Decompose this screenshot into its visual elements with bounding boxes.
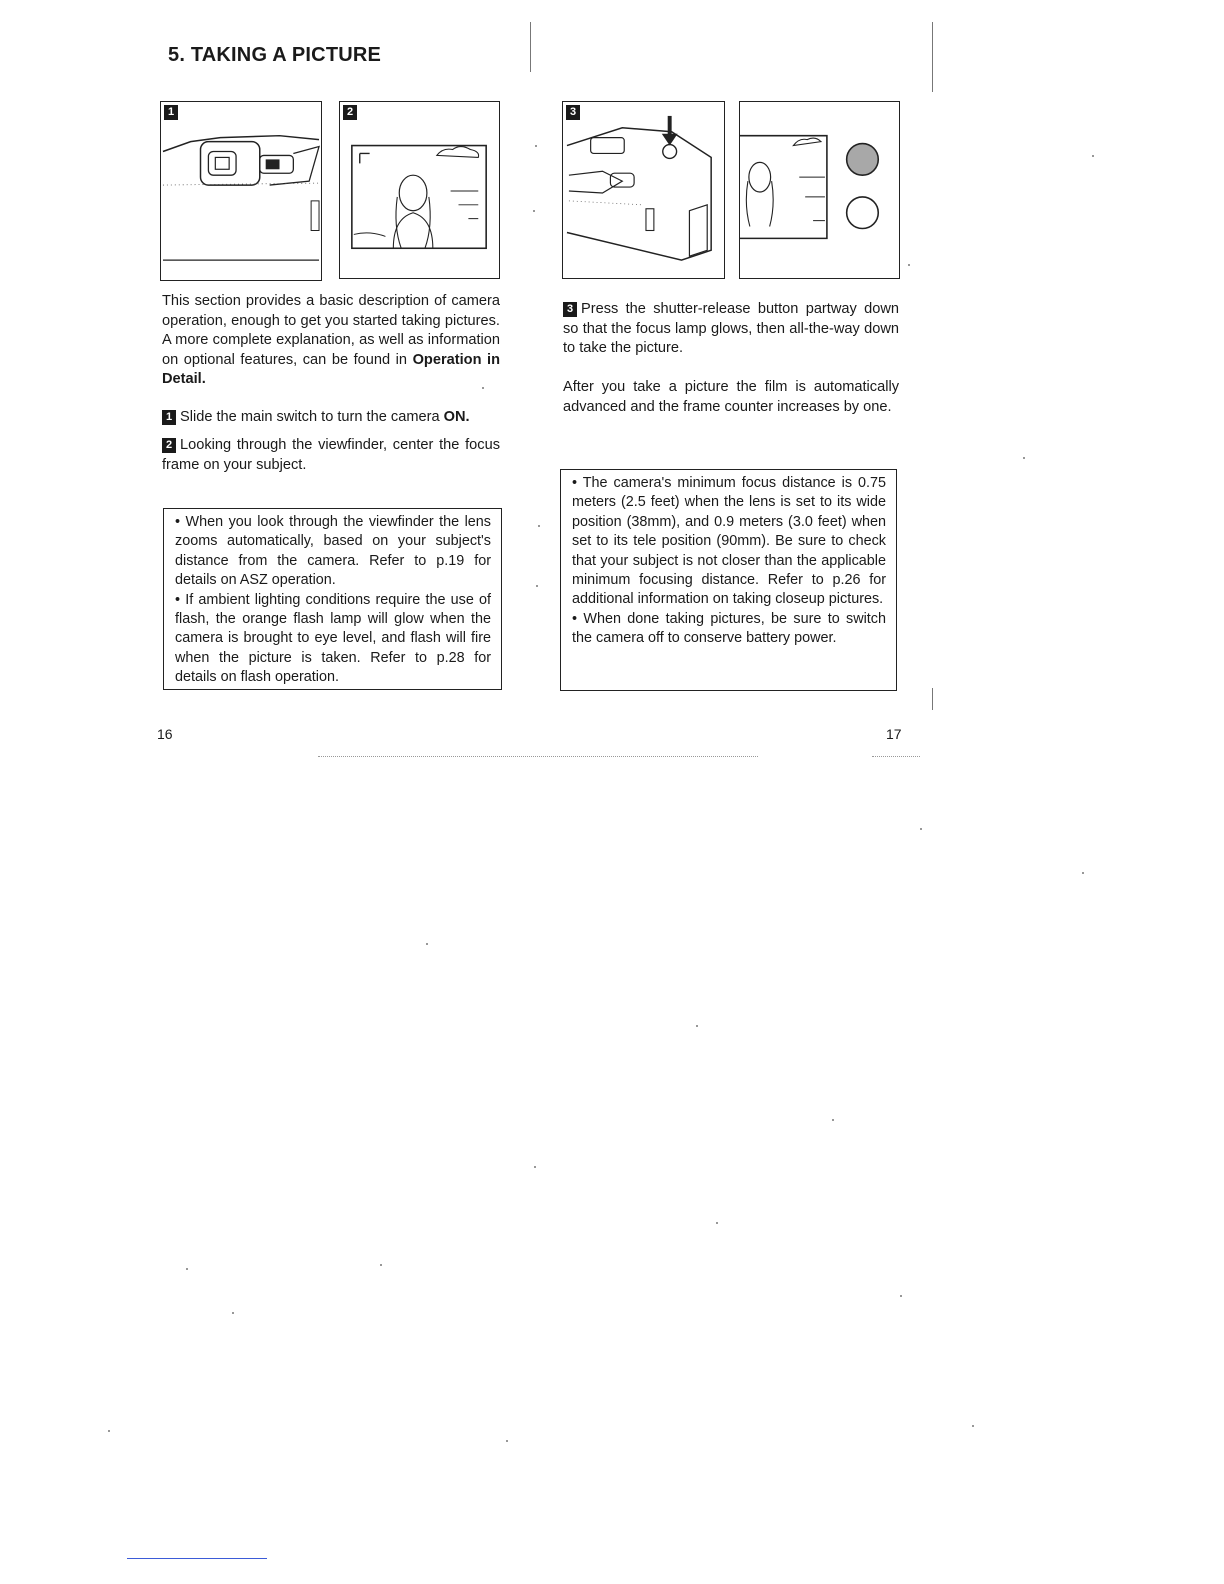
- scan-speck: [534, 1166, 536, 1168]
- camera-top-illustration: [161, 102, 321, 280]
- scan-speck: [1023, 457, 1025, 459]
- scan-speck: [535, 145, 537, 147]
- bottom-dotted-rule-right: [872, 756, 920, 757]
- page-title: 5. TAKING A PICTURE: [168, 44, 382, 66]
- page-number-left: 16: [157, 726, 173, 742]
- on-label: ON.: [443, 409, 470, 425]
- center-fold-line: [530, 22, 531, 72]
- figure-focus-lamp: [739, 101, 900, 279]
- right-edge-line-lower: [932, 688, 933, 710]
- scan-speck: [536, 585, 538, 587]
- focus-lamp-illustration: [740, 102, 899, 278]
- scan-speck: [533, 210, 535, 212]
- focus-lamp-on-icon: [847, 144, 879, 176]
- step-2-badge: 2: [162, 438, 176, 453]
- figure-camera-switch: [160, 101, 322, 281]
- scan-speck: [1082, 872, 1084, 874]
- scan-speck: [1092, 155, 1094, 157]
- step-1: 1 Slide the main switch to turn the camera ON.: [162, 408, 502, 428]
- step-2: 2 Looking through the viewfinder, center the focus frame on your subject.: [162, 437, 500, 473]
- scan-speck: [716, 1222, 718, 1224]
- scan-speck: [972, 1425, 974, 1427]
- note-asz: • When you look through the viewfinder the lens zooms automatically, based on your subject's distance from the camera. Refer to p.19 for details on ASZ operation.: [175, 514, 491, 589]
- scan-speck: [482, 387, 484, 389]
- step-1-badge: 1: [162, 410, 176, 425]
- viewfinder-illustration: [340, 102, 499, 278]
- scan-speck: [108, 1430, 110, 1432]
- intro-paragraph: This section provides a basic description of camera operation, enough to get you started taking pictures. A more complete explanation, as well as information on optional features, can be found in Operation in Detail.: [162, 293, 500, 387]
- scan-speck: [186, 1268, 188, 1270]
- figure-1-badge: 1: [164, 105, 178, 120]
- note-flash: • If ambient lighting conditions require the use of flash, the orange flash lamp will glow when the camera is brought to eye level, and flash will fire when the picture is taken. Refer to p.28 for details on flash operation.: [175, 591, 491, 686]
- scan-speck: [506, 1440, 508, 1442]
- figure-2-badge: 2: [343, 105, 357, 120]
- scan-speck: [696, 1025, 698, 1027]
- figure-viewfinder: [339, 101, 500, 279]
- right-edge-line: [932, 22, 933, 92]
- bottom-dotted-rule: [318, 756, 758, 757]
- note-min-focus: • The camera's minimum focus distance is 0.75 meters (2.5 feet) when the lens is set to its wide position (38mm), and 0.9 meters (3.0 feet) when set to its tele position (90mm). Be sure to check that your subject is not closer than the applicable minimum focusing distance. Refer to p.26 for additional information on taking closeup pictures.: [572, 475, 886, 608]
- step-3-badge: 3: [563, 302, 577, 317]
- left-note-box: [163, 508, 502, 690]
- focus-lamp-off-icon: [847, 197, 879, 229]
- scan-speck: [380, 1264, 382, 1266]
- bottom-blue-rule: [127, 1558, 267, 1559]
- scan-speck: [908, 264, 910, 266]
- shutter-illustration: [563, 102, 724, 278]
- scan-speck: [832, 1119, 834, 1121]
- figure-3-badge: 3: [566, 105, 580, 120]
- scan-speck: [538, 525, 540, 527]
- after-paragraph: After you take a picture the film is automatically advanced and the frame counter increases by one.: [563, 379, 899, 415]
- step-3: 3 Press the shutter-release button partway down so that the focus lamp glows, then all-the-way down to take the picture.: [563, 301, 899, 356]
- scan-speck: [920, 828, 922, 830]
- note-switch-off: • When done taking pictures, be sure to switch the camera off to conserve battery power.: [572, 610, 886, 647]
- right-note-box: [560, 469, 897, 691]
- figure-shutter-press: [562, 101, 725, 279]
- scan-speck: [426, 943, 428, 945]
- page-number-right: 17: [886, 726, 902, 742]
- scan-speck: [900, 1295, 902, 1297]
- scan-speck: [232, 1312, 234, 1314]
- operation-in-detail-ref: Operation in Detail.: [162, 351, 500, 387]
